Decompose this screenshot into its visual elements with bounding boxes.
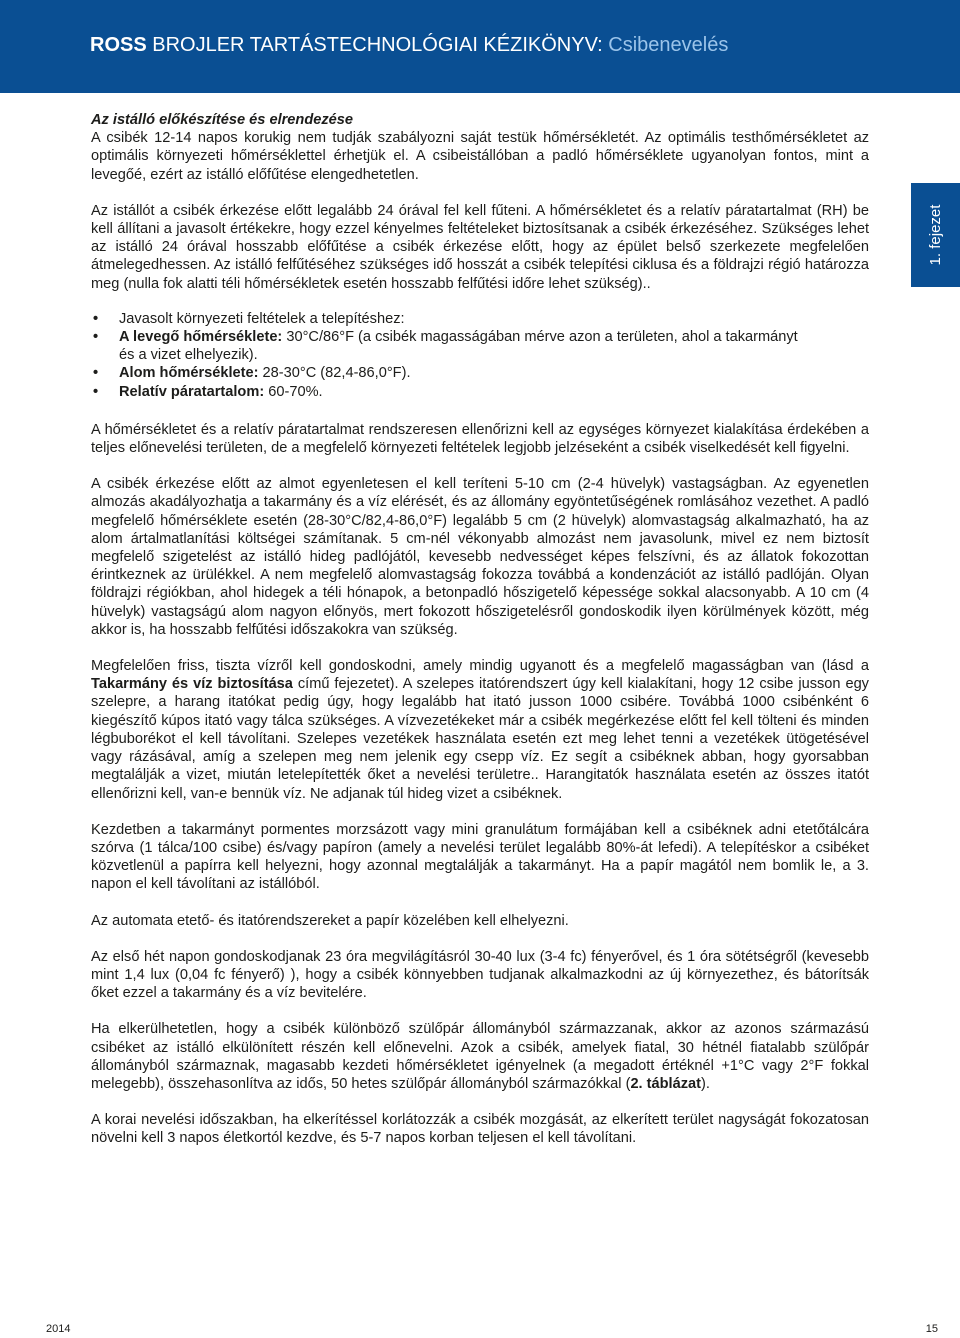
page-header bbox=[0, 0, 960, 93]
paragraph-1: A csibék 12-14 napos korukig nem tudják szabályozni saját testük hőmérsékletét. Az optimális testhőmérsékletet az optimális környezeti hőmérséklettel érhetjük el. A csibeistállóban a padló hőmérséklete ugyanolyan fontos, mint a levegőé, ezért az istálló előfűtése elengedhetetlen. bbox=[91, 130, 869, 183]
paragraph-4: A csibék érkezése előtt az almot egyenletesen el kell teríteni 5-10 cm (2-4 hüvelyk) vastagságban. Az egyenetlen almozás akadályozhatja a takarmány és a víz elérését, és az állomány egyöntetűségének romlásához vezethet. A padló megfelelő hőmérséklete esetén (28-30°C/82,4-86,0°F) legalább 5 cm (2 hüvelyk) alomvastagság alkalmazható, ha az alom ártalmatlanítási költségei számítanak. 5 cm-nél vékonyabb almozást nem javasolunk, mivel ez nem biztosít megfelelő szigetelést az istálló hideg padlójától, kevesebb nedvességet képes felszívni, és az állatok fokozottan érintkeznek az ürülékkel. A nem megfelelő alomvastagság fokozza továbbá a kondenzációt az istálló padlóján. Olyan földrajzi régiókban, ahol hidegek a téli hónapok, a betonpadló hőszigetelő képessége sokkal alacsonyabb. A 10 cm (4 hüvelyk) vastagságú alom nagyon előnyös, mert fokozott hőszigetelésről gondoskodik ilyen körülmények között, még akkor is, ha hosszabb felfűtési időszakokra van szükség. bbox=[91, 476, 869, 638]
paragraph-6: Kezdetben a takarmányt pormentes morzsázott vagy mini granulátum formájában kell a csibéknek adni etetőtálcára szórva (1 tálca/100 csibe) és/vagy papíron (amely a nevelési terület legalább 80%-át lefedi). A telepítéskor a csibéket közvetlenül a papírra kell helyezni, hogy azonnal megtalálják a takarmányt. Ha a papír magától nem bomlik le, a 3. napon el kell távolítani az istállóból. bbox=[91, 821, 869, 893]
paragraph-7: Az automata etető- és itatórendszereket a papír közelében kell elhelyezni. bbox=[91, 912, 569, 929]
list-item: • A levegő hőmérséklete: 30°C/86°F (a csibék magasságában mérve azon a területen, ahol a takarmányt és a vizet elhelyezik). bbox=[93, 329, 798, 364]
paragraph-2-rest: Szükséges lehet az istálló 24 órával hosszabb előfűtése a csibék érkezése előtt, hogy az épület belső szerkezete megfelelően átmelegedhessen. Az istálló felfűtéséhez szükséges idő hosszát a csibék telepítési ciklusa és a földrajzi régió határozza meg (nulla fok alatti téli hőmérsékletek esetén hosszabb felfűtési időre lehet szükség).. bbox=[91, 221, 869, 292]
paragraph-10: A korai nevelési időszakban, ha elkerítéssel korlátozzák a csibék mozgását, az elkerített terület nagyságát fokozatosan növelni kell 3 napos életkortól kezdve, és 5-7 napos korban teljesen el kell távolítani. bbox=[91, 1112, 869, 1147]
paragraph-2 bbox=[91, 202, 869, 293]
header-section: Csibenevelés bbox=[608, 34, 729, 56]
paragraph-2-emphasis: Az istállót a csibék érkezése előtt legalább 24 órával fel kell fűteni. A hőmérsékletet és a relatív páratartalmat (RH) be kell állítani a javasolt értékekre, hogy ezzel kényelmes feltételeket biztosítsanak a csibék érkezéséhez. bbox=[91, 202, 869, 238]
list-item: • Javasolt környezeti feltételek a telepítéshez: bbox=[93, 310, 405, 327]
footer-year: 2014 bbox=[46, 1323, 71, 1335]
chapter-tab bbox=[911, 183, 960, 287]
bullet-icon: • bbox=[93, 383, 99, 400]
paragraph-8: Az első hét napon gondoskodjanak 23 óra megvilágításról 30-40 lux (3-4 fc) fényerővel, és 1 óra sötétségről (kevesebb mint 1,4 lux (0,04 fc fényerő) ), hogy a csibék könnyebben tudjanak alkalmazkodni az új környezethez, és bátorítsák őket ezzel a takarmány és a víz bevitelére. bbox=[91, 948, 869, 1002]
page-number: 15 bbox=[925, 1323, 938, 1335]
conditions-list bbox=[91, 310, 869, 401]
paragraph-9: Ha elkerülhetetlen, hogy a csibék különböző szülőpár állományból származzanak, akkor az azonos származású csibéket az istálló elkülönített részén kell előnevelni. Azok a csibék, amelyek fiatal, 30 hétnél fiatalabb szülőpár állományból származnak, magasabb kezdeti hőmérsékletet igényelnek (a megadott értéknél +1°C vagy 2°F fokkal melegebb), összehasonlítva az idős, 50 hetes szülőpár állományból származókkal (2. táblázat). bbox=[91, 1021, 869, 1092]
list-item: • Alom hőmérséklete: 28-30°C (82,4-86,0°F). bbox=[93, 365, 411, 382]
section-heading: Az istálló előkészítése és elrendezése bbox=[91, 112, 354, 128]
chapter-tab-label: 1. fejezet bbox=[927, 204, 944, 266]
bullet-icon: • bbox=[93, 365, 99, 382]
list-item: • Relatív páratartalom: 60-70%. bbox=[93, 383, 323, 400]
header-manual-title: BROJLER TARTÁSTECHNOLÓGIAI KÉZIKÖNYV: bbox=[152, 34, 603, 56]
paragraph-3: A hőmérsékletet és a relatív páratartalmat rendszeresen ellenőrizni kell az egységes környezet kialakítása érdekében a teljes előnevelési területen, de a megfelelő környezeti feltételek legjobb jelzéseként a csibék viselkedését kell figyelni. bbox=[91, 421, 869, 457]
table-reference: 2. táblázat bbox=[630, 1075, 701, 1092]
bullet-icon: • bbox=[93, 310, 99, 327]
paragraph-5: Megfelelően friss, tiszta vízről kell gondoskodni, amely mindig ugyanott és a megfelelő magasságban van (lásd a Takarmány és víz biztosítása című fejezetet). A szelepes itatórendszert úgy kell kialakítani, hogy 12 csibe jusson egy szelepre, a harang itatókat pedig úgy, hogy legalább hat itató jusson 1000 csibére. Továbbá 1000 csibénként 6 kiegészítő kúpos itató vagy tálca szükséges. A vízvezetékeket már a csibék megérkezése előtt fel kell tölteni és minden légbuborékot el kell távolítani. Szelepes vezetékek használata esetén ezt meg lehet tenni a vezetékek ütögetésével vagy rázásával, amíg a szelepen meg nem jelenik egy csepp víz. Ez segít a csibéknek abban, hogy gyorsabban megtalálják a vizet, miután letelepítették őket a nevelési területre.. Harangitatók használata esetén az összes itatót ellenőrizni kell, van-e bennük víz. Ne adjanak túl hideg vizet a csibéknek. bbox=[91, 658, 869, 802]
chapter-reference: Takarmány és víz biztosítása bbox=[91, 676, 293, 693]
page-body bbox=[91, 111, 869, 1148]
header-brand: ROSS bbox=[90, 34, 147, 56]
header-title bbox=[90, 34, 728, 57]
bullet-icon: • bbox=[93, 329, 99, 346]
